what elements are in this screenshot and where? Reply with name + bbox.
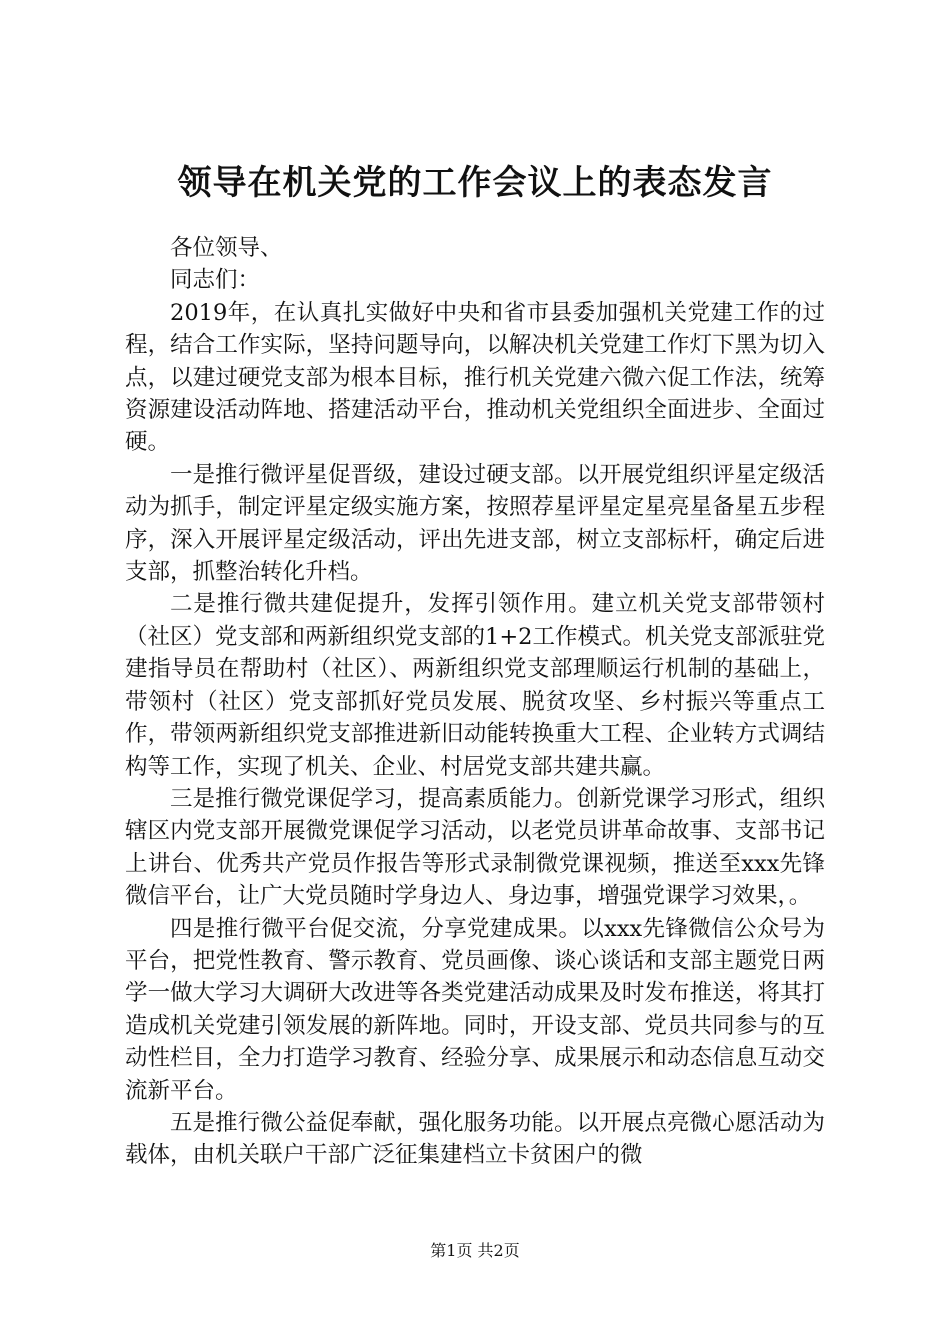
paragraph-point-2: 二是推行微共建促提升，发挥引领作用。建立机关党支部带领村（社区）党支部和两新组织党支部的1+2工作模式。机关党支部派驻党建指导员在帮助村（社区）、两新组织党支部理顺运行机制的基础上，带领村（社区）党支部抓好党员发展、脱贫攻坚、乡村振兴等重点工作，带领两新组织党支部推进新旧动能转换重大工程、企业转方式调结构等工作，实现了机关、企业、村居党支部共建共赢。 xyxy=(125,591,825,780)
document-body xyxy=(125,232,825,1172)
paragraph-point-4: 四是推行微平台促交流，分享党建成果。以xxx先锋微信公众号为平台，把党性教育、警示教育、党员画像、谈心谈话和支部主题党日两学一做大学习大调研大改进等各类党建活动成果及时发布推送，将其打造成机关党建引领发展的新阵地。同时，开设支部、党员共同参与的互动性栏目，全力打造学习教育、经验分享、成果展示和动态信息互动交流新平台。 xyxy=(125,915,825,1104)
document-title: 领导在机关党的工作会议上的表态发言 xyxy=(177,163,773,203)
page-footer: 第1页 共2页 xyxy=(430,1241,520,1260)
paragraph-intro: 2019年，在认真扎实做好中央和省市县委加强机关党建工作的过程，结合工作实际，坚持问题导向，以解决机关党建工作灯下黑为切入点，以建过硬党支部为根本目标，推行机关党建六微六促工作法，统筹资源建设活动阵地、搭建活动平台，推动机关党组织全面进步、全面过硬。 xyxy=(125,299,825,456)
paragraph-point-1: 一是推行微评星促晋级，建设过硬支部。以开展党组织评星定级活动为抓手，制定评星定级实施方案，按照荐星评星定星亮星备星五步程序，深入开展评星定级活动，评出先进支部，树立支部标杆，确定后进支部，抓整治转化升档。 xyxy=(125,461,825,586)
paragraph-point-5: 五是推行微公益促奉献，强化服务功能。以开展点亮微心愿活动为载体，由机关联户干部广泛征集建档立卡贫困户的微 xyxy=(125,1109,825,1169)
paragraph-point-3: 三是推行微党课促学习，提高素质能力。创新党课学习形式，组织辖区内党支部开展微党课促学习活动，以老党员讲革命故事、支部书记上讲台、优秀共产党员作报告等形式录制微党课视频，推送至xxx先锋微信平台，让广大党员随时学身边人、身边事，增强党课学习效果，。 xyxy=(125,785,825,910)
salutation-line-2: 同志们： xyxy=(170,267,261,294)
salutation-line-1: 各位领导、 xyxy=(170,235,283,261)
